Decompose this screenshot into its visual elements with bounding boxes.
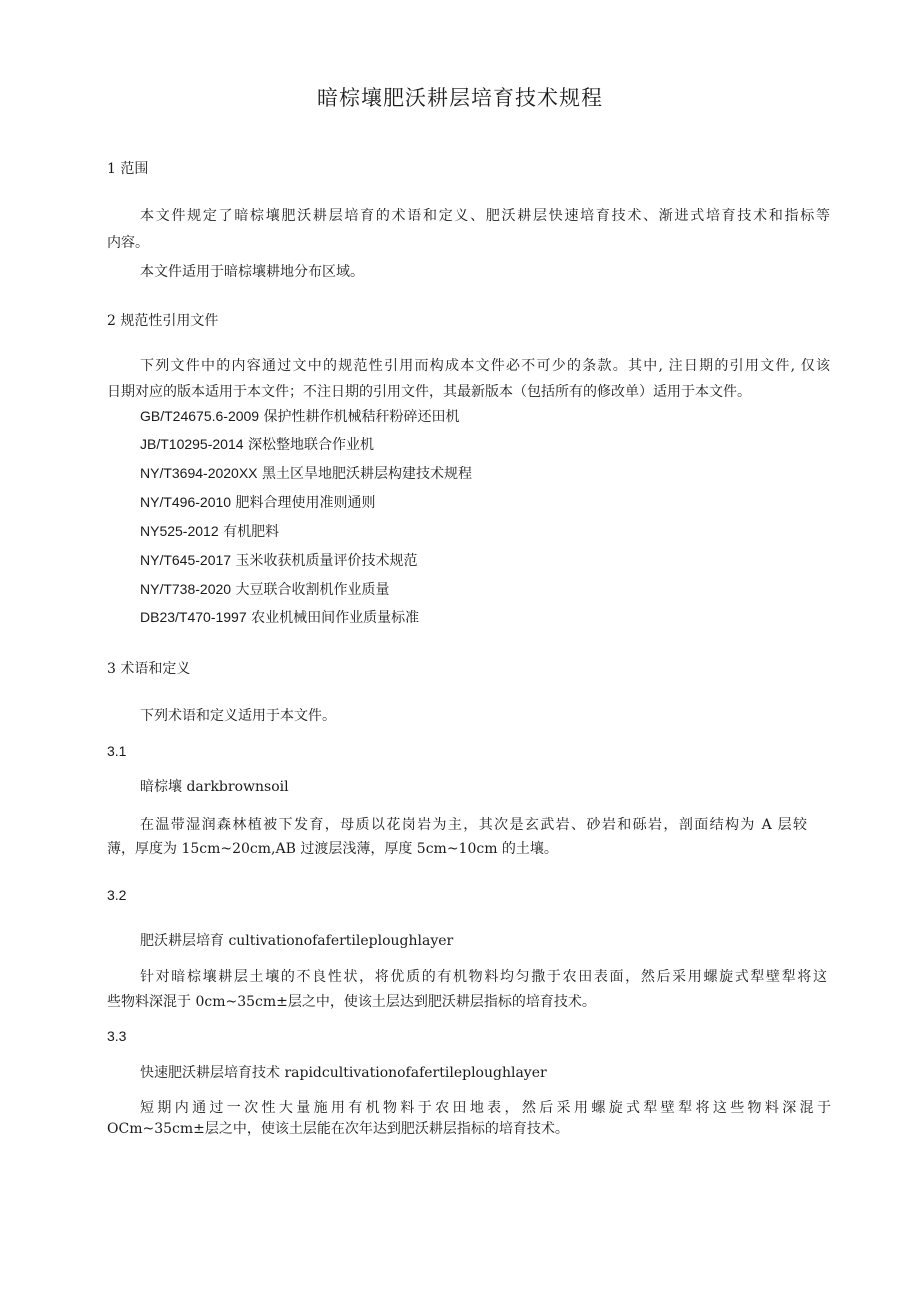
section-2-heading: 2 规范性引用文件 [107,313,219,329]
term-title: 暗棕壤 darkbrownsoil [140,779,289,795]
term-number: 3.2 [107,887,127,903]
reference-item [140,492,376,512]
reference-name: 肥料合理使用准则通则 [235,495,376,511]
reference-code: NY525-2012 [140,523,219,539]
reference-code: DB23/T470-1997 [140,609,247,625]
term-title: 快速肥沃耕层培育技术 rapidcultivationofafertileploughlayer [140,1065,547,1081]
section-1-paragraph-1-line-1: 本文件规定了暗棕壤肥沃耕层培育的术语和定义、肥沃耕层快速培育技术、渐进式培育技术和指标等 [140,208,830,224]
reference-code: NY/T645-2017 [140,552,232,568]
reference-name: 大豆联合收割机作业质量 [235,582,390,598]
document-title: 暗棕壤肥沃耕层培育技术规程 [317,86,603,110]
term-title: 肥沃耕层培育 cultivationofafertileploughlayer [140,933,454,949]
reference-name: 农业机械田间作业质量标准 [251,610,420,626]
reference-name: 保护性耕作机械秸秆粉碎还田机 [263,409,460,425]
reference-code: NY/T496-2010 [140,494,232,510]
term-definition-line-2: OCm~35cm±层之中，使该土层能在次年达到肥沃耕层指标的培育技术。 [107,1121,569,1137]
reference-item [140,463,472,483]
reference-name: 有机肥料 [223,524,280,540]
section-1-paragraph-1-line-2: 内容。 [107,235,149,251]
reference-name: 深松整地联合作业机 [247,437,374,453]
reference-code: GB/T24675.6-2009 [140,408,260,424]
term-number: 3.1 [107,743,127,759]
reference-name: 黑土区旱地肥沃耕层构建技术规程 [261,466,472,482]
reference-code: NY/T3694-2020XX [140,465,258,481]
section-2-paragraph-line-2: 日期对应的版本适用于本文件；不注日期的引用文件，其最新版本（包括所有的修改单）适用于本文件。 [107,384,751,400]
section-3-intro: 下列术语和定义适用于本文件。 [140,708,336,724]
reference-name: 玉米收获机质量评价技术规范 [235,553,418,569]
section-1-paragraph-2: 本文件适用于暗棕壤耕地分布区域。 [140,264,364,280]
term-definition-line-1: 在温带湿润森林植被下发育，母质以花岗岩为主，其次是玄武岩、砂岩和砾岩，剖面结构为 A 层较 [140,817,807,833]
reference-item [140,434,374,454]
reference-item [140,579,390,599]
reference-code: NY/T738-2020 [140,581,232,597]
term-definition-line-1: 短期内通过一次性大量施用有机物料于农田地表，然后采用螺旋式犁壁犁将这些物料深混于 [140,1100,831,1116]
term-definition-line-1: 针对暗棕壤耕层土壤的不良性状，将优质的有机物料均匀撒于农田表面，然后采用螺旋式犁壁犁将这 [140,969,827,985]
reference-item [140,607,419,627]
reference-item [140,406,460,426]
term-number: 3.3 [107,1028,127,1044]
section-2-paragraph-line-1: 下列文件中的内容通过文中的规范性引用而构成本文件必不可少的条款。其中, 注日期的引用文件, 仅该 [140,358,830,374]
term-definition-line-2: 薄，厚度为 15cm~20cm,AB 过渡层浅薄，厚度 5cm~10cm 的土壤。 [107,841,558,857]
term-definition-line-2: 些物料深混于 0cm~35cm±层之中，使该土层达到肥沃耕层指标的培育技术。 [107,994,596,1010]
section-3-heading: 3 术语和定义 [107,661,191,677]
reference-code: JB/T10295-2014 [140,436,244,452]
reference-item [140,550,418,570]
section-1-heading: 1 范围 [107,161,149,177]
reference-item [140,521,279,541]
